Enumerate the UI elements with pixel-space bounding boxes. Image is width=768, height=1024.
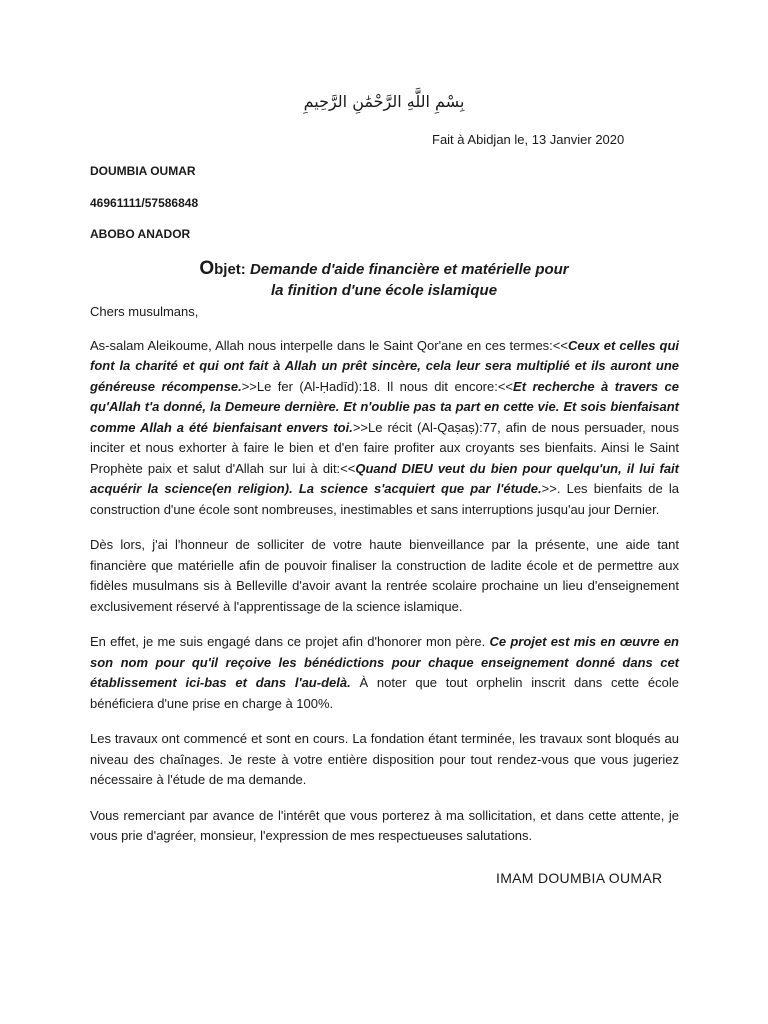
quote-charity: Ceux et celles qui font la charité et qui ont fait à Allah un prêt sincère, cela leur sera multiplié et ils auront une généreuse récompense.	[90, 337, 679, 394]
basmala-heading: بِسْمِ اللَّهِ الرَّحْمَٰنِ الرَّحِيمِ	[303, 92, 465, 111]
paragraph-works: Les travaux ont commencé et sont en cours. La fondation étant terminée, les travaux sont bloqués au niveau des chaînages. Je reste à votre entière disposition pour tout rendez-vous que vous jugeriez nécessaire à l'étude de ma demande.	[90, 731, 679, 787]
subject-text-line-1: Demande d'aide financière et matérielle pour	[249, 261, 569, 278]
letter-body	[90, 302, 679, 862]
sender-phone: 46961111/57586848	[90, 196, 199, 210]
paragraph-1-text-1: As-salam Aleikoume, Allah nous interpelle dans le Saint Qor'ane en ces termes:<<	[90, 337, 568, 353]
subject-block	[90, 258, 678, 301]
paragraph-3-emphasis: Ce projet est mis en œuvre en son nom pour qu'il reçoive les bénédictions pour chaque enseignement donné dans cet établissement ici-bas et dans l'au-delà.	[90, 634, 679, 690]
paragraph-1-text-4: >>. Les bienfaits de la construction d'une école sont nombreuses, inestimables et sans interruptions jusqu'au jour Dernier.	[90, 481, 679, 517]
sender-name: DOUMBIA OUMAR	[90, 164, 196, 178]
quote-hadith: Quand DIEU veut du bien pour quelqu'un, il lui fait acquérir la science(en religion). La science s'acquiert que par l'étude.	[90, 460, 680, 496]
subject-line-1	[90, 258, 678, 280]
paragraph-father	[90, 632, 679, 714]
quote-abode: Et recherche à travers ce qu'Allah t'a donné, la Demeure dernière. Et n'oublie pas ta part en cette vie. Et sois bienfaisant comme Allah a été bienfaisant envers toi.	[90, 378, 679, 435]
signature: IMAM DOUMBIA OUMAR	[496, 870, 663, 886]
date-line: Fait à Abidjan le, 13 Janvier 2020	[432, 132, 625, 147]
salutation: Chers musulmans,	[90, 304, 199, 319]
paragraph-1-text-3: >>Le récit (Al-Qaṣaṣ):77, afin de nous persuader, nous inciter et nous exhorter à faire le bien et d'en faire profiter aux croyants ses bienfaits. Ainsi le Saint Prophète paix et salut d'Allah sur lui à dit:<<	[90, 419, 679, 476]
paragraph-3-text-2: À noter que tout orphelin inscrit dans cette école bénéficiera d'une prise en charge à 100%.	[90, 675, 680, 711]
paragraph-request: Dès lors, j'ai l'honneur de solliciter de votre haute bienveillance par la présente, une aide tant financière que matérielle afin de pouvoir finaliser la construction de ladite école et de permettre aux fidèles musulmans sis à Belleville d'avoir avant la rentrée scolaire prochaine un lieu d'enseignement exclusivement réservé à l'apprentissage de la science islamique.	[90, 537, 679, 614]
subject-label-initial: O	[199, 258, 215, 279]
paragraph-closing: Vous remerciant par avance de l'intérêt que vous porterez à ma sollicitation, et dans cette attente, je vous prie d'agréer, monsieur, l'expression de mes respectueuses salutations.	[90, 807, 679, 843]
paragraph-1-text-2: >>Le fer (Al-Ḥadīd):18. Il nous dit encore:<<	[241, 378, 514, 394]
paragraph-3-text-1: En effet, je me suis engagé dans ce projet afin d'honorer mon père.	[90, 634, 490, 649]
subject-text-line-2: la finition d'une école islamique	[270, 282, 498, 299]
sender-address: ABOBO ANADOR	[90, 227, 191, 241]
subject-label: bjet:	[214, 261, 246, 278]
paragraph-quotes	[90, 336, 679, 521]
